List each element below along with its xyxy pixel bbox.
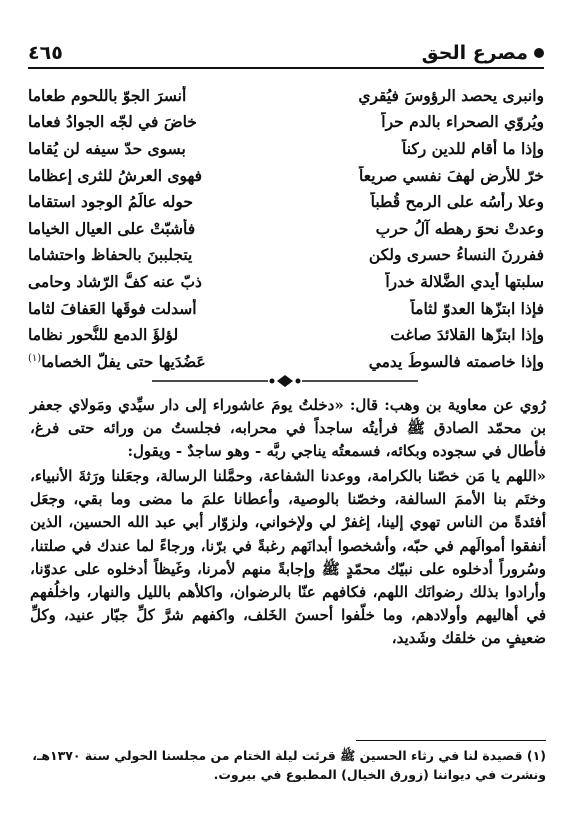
poem <box>28 82 544 375</box>
footnote-marker: (١) <box>28 352 42 364</box>
verse <box>28 268 544 295</box>
verse-first-hemistich: وإذا ما أقام للدين ركناً <box>401 138 544 158</box>
ornament-divider <box>150 374 420 388</box>
verse-first-hemistich: وعلا رأسُه على الرمح قُطباً <box>370 192 544 212</box>
footnote-rule <box>356 740 546 741</box>
verse-second-hemistich: بسوى حدّ سيفه لن يُقاما <box>28 138 186 158</box>
header-rule <box>28 67 544 69</box>
verse-second-hemistich-text: عَضُدَيها حتى يفلّ الخصاما <box>41 351 206 371</box>
verse <box>28 321 544 348</box>
running-title-text: مصرع الحق <box>421 42 528 64</box>
verse-second-hemistich: أنسرَ الجوّ باللحوم طعاما <box>28 85 187 105</box>
verse-first-hemistich: وانبرى يحصد الرؤوسَ فيُقري <box>358 85 544 105</box>
verse-second-hemistich: لؤلؤَ الدمع للنُّحور نظاما <box>28 325 179 345</box>
verse <box>28 215 544 242</box>
verse <box>28 295 544 322</box>
verse-first-hemistich: فإذا ابتزّها العدوّ لثاماً <box>410 298 544 318</box>
verse <box>28 242 544 269</box>
verse-second-hemistich <box>28 352 281 371</box>
verse <box>28 348 544 375</box>
running-title <box>422 42 544 64</box>
verse-first-hemistich: وإذا ابتزّها القلائدَ صاغت <box>390 325 544 345</box>
verse <box>28 82 544 109</box>
verse-first-hemistich: ويُروّي الصحراء بالدم حراً <box>381 112 544 132</box>
verse-second-hemistich: ذبّ عنه كفُّ الرّشاد وحامى <box>28 271 202 291</box>
verse-first-hemistich: خرّ للأرض لهفَ نفسي صريعاً <box>359 165 544 185</box>
footnote: (١) قصيدة لنا في رثاء الحسين ﷺ قرئت ليلة الختام من مجلسنا الحولي سنة ١٣٧٠هـ، ونشرت في ديواننا (زورق الخيال) المطبوع في بيروت. <box>32 748 546 782</box>
verse-second-hemistich: فأشبّتْ على العيال الخياما <box>28 218 196 238</box>
verse-second-hemistich: أسدلت فوقَها العَفافَ لثاما <box>28 298 197 318</box>
verse-first-hemistich: وإذا خاصمته فالسوطُ يدمي <box>368 351 544 371</box>
verse-second-hemistich: فهوى العرشُ للثرى إعظاما <box>28 165 203 185</box>
prose-text <box>30 394 546 652</box>
running-header <box>28 40 544 70</box>
verse-first-hemistich: وعدتْ نحوَ رهطه آلُ حربٍ <box>375 218 544 238</box>
verse-second-hemistich: خاضَ في لجّه الجوادُ فعاما <box>28 112 197 132</box>
verse <box>28 188 544 215</box>
verse <box>28 135 544 162</box>
verse-first-hemistich: سلبتها أيدي الضَّلالة خدراً <box>385 271 544 291</box>
bullet-icon <box>534 48 544 58</box>
page-number: ٤٦٥ <box>28 42 63 64</box>
prose-paragraph: رُوي عن معاوية بن وهب: قال: «دخلتُ يومَ عاشوراء إلى دار سيِّدي ومَولاي جعفر بن محمّد الصادق ﷺ فرأيتُه ساجداً في محرابه، فجلستُ من ورائه حتى فرغ، فأطال في سجوده وبكائه، فسمعتُه يناجي ربَّه - وهو ساجدٌ - ويقول: <box>30 396 546 461</box>
verse <box>28 162 544 189</box>
verse <box>28 109 544 136</box>
verse-second-hemistich: يتجلببنَ بالحفاظ واحتشاما <box>28 245 193 265</box>
verse-second-hemistich: حوله عالَمُ الوجود استقاما <box>28 192 193 212</box>
prose-paragraph: «اللهم يا مَن خصّنا بالكرامة، ووعدنا الشفاعة، وحمَّلنا الرسالة، وجعَلنا ورَثةَ الأنبياء، وختَم بنا الأممَ السالفة، وخصّنا بالوصية، وأعطانا علمَ ما مضى وما بقي، وجعَل أفئدةً من الناس تهوي إلينا، إغفرْ لي ولإخواني، ولزوّار أبي عبد الله الحسين، الذين أنفقوا أموالَهم في حبّه، وأشخصوا أبدانَهم رغبةً في برّنا، ورجاءً لما عندك في صلتنا، وسُروراً أدخلوه على نبيّك محمّدٍ ﷺ وإجابةً منهم لأمرنا، وغَيظاً أدخلوه على عدوّنا، وأرادوا بذلك رضوانَك اللهم، فكافهم عنّا بالرضوان، واكلأهم بالليل والنهار، واخلُفهم في أهاليهم وأولادهم، وما خلّفوا أحسنَ الخَلف، واكفهم شرَّ كلِّ جبّار عنيد، وكلِّ ضعيفٍ من خلقك وشَديد، <box>30 467 546 647</box>
verse-first-hemistich: ففررنَ النساءُ حسرى ولكن <box>368 245 544 265</box>
